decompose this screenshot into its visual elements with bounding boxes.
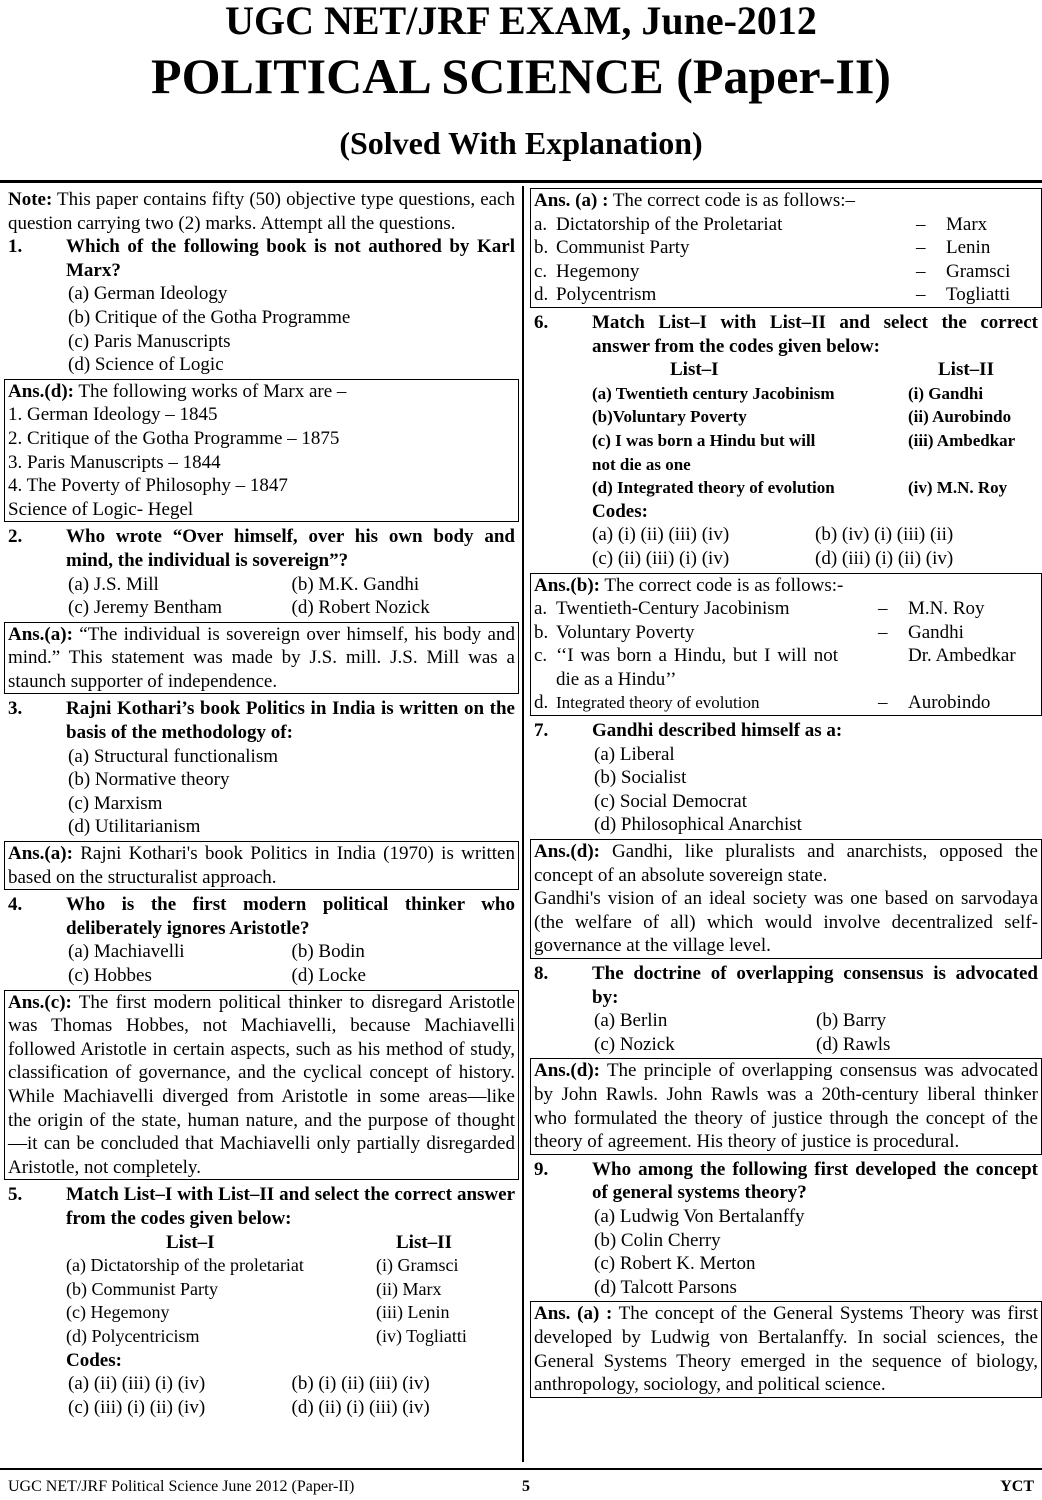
question-4 bbox=[8, 893, 515, 940]
header-rule bbox=[0, 180, 1042, 183]
answer-box-5 bbox=[530, 188, 1042, 308]
question-1 bbox=[8, 235, 515, 282]
answer-label: Ans.(d): bbox=[8, 380, 74, 402]
row-dash: – bbox=[916, 260, 926, 282]
code-option: (d) (iii) (i) (ii) (iv) bbox=[815, 547, 954, 569]
option: (c) Nozick bbox=[594, 1033, 675, 1055]
option: (a) Machiavelli bbox=[68, 941, 185, 963]
right-column bbox=[534, 188, 1038, 1401]
answer-row bbox=[534, 644, 1038, 691]
answer-label: Ans. (a) : bbox=[534, 190, 609, 211]
answer-text: The principle of overlapping consensus was advocated by John Rawls. John Rawls was a 20th-century liberal thinker who formulated the theory of justice through the concept of the theory of agreement. His theory of justice is procedural. bbox=[534, 1060, 1038, 1153]
answer-box-1 bbox=[4, 379, 519, 523]
list2-item: (iv) M.N. Roy bbox=[908, 478, 1008, 498]
question-3 bbox=[8, 697, 515, 744]
option: (a) Liberal bbox=[594, 743, 675, 765]
question-text: Rajni Kothari’s book Politics in India is written on the basis of the methodology of: bbox=[66, 698, 515, 744]
option: (b) Normative theory bbox=[68, 769, 230, 791]
list2-header: List–II bbox=[396, 1231, 452, 1253]
row-value: Gandhi bbox=[908, 621, 964, 643]
option: (a) Ludwig Von Bertalanffy bbox=[594, 1205, 805, 1227]
list2-header: List–II bbox=[938, 359, 994, 381]
option: (d) Talcott Parsons bbox=[594, 1276, 737, 1298]
row-value: Lenin bbox=[946, 237, 991, 259]
row-dash: – bbox=[916, 284, 926, 306]
question-text: Gandhi described himself as a: bbox=[592, 720, 843, 742]
row-dash: – bbox=[878, 692, 888, 714]
code-option: (d) (ii) (i) (iii) (iv) bbox=[291, 1396, 430, 1418]
row-item: Integrated theory of evolution bbox=[556, 693, 760, 713]
code-option: (a) (i) (ii) (iii) (iv) bbox=[592, 524, 730, 546]
answer-box-7 bbox=[530, 839, 1042, 959]
list1-item: (b) Communist Party bbox=[66, 1278, 218, 1299]
question-number: 2. bbox=[8, 526, 23, 548]
answer-row bbox=[534, 621, 1038, 645]
list1-header: List–I bbox=[166, 1231, 215, 1253]
subtitle: (Solved With Explanation) bbox=[339, 125, 703, 161]
code-option: (b) (iv) (i) (iii) (ii) bbox=[815, 524, 954, 546]
option-row bbox=[8, 940, 515, 964]
row-item: Polycentrism bbox=[556, 284, 657, 306]
option: (a) J.S. Mill bbox=[68, 573, 159, 595]
answer-box-9 bbox=[530, 1301, 1042, 1397]
row-dash: – bbox=[878, 621, 888, 643]
answer-text: The correct code is as follows:– bbox=[608, 190, 855, 211]
answer-line: Science of Logic- Hegel bbox=[8, 498, 194, 520]
answer-row bbox=[534, 691, 1038, 715]
option: (c) Social Democrat bbox=[594, 790, 747, 812]
code-row bbox=[8, 1396, 515, 1420]
answer-label: Ans.(d): bbox=[534, 1060, 600, 1082]
option: (b) Barry bbox=[816, 1010, 887, 1032]
list2-item: (i) Gandhi bbox=[908, 383, 984, 403]
list1-item: (a) Dictatorship of the proletariat bbox=[66, 1255, 304, 1276]
row-value: M.N. Roy bbox=[908, 598, 985, 620]
row-dash: – bbox=[916, 237, 926, 259]
option: (b) Socialist bbox=[594, 767, 687, 789]
option-row bbox=[534, 1033, 1038, 1057]
question-text: Match List–I with List–II and select the correct answer from the codes given below: bbox=[66, 1184, 515, 1229]
row-key: b. bbox=[534, 621, 549, 643]
match-row bbox=[534, 405, 1038, 429]
page-number: 5 bbox=[522, 1478, 530, 1495]
row-value: Marx bbox=[946, 213, 988, 235]
row-key: c. bbox=[534, 645, 548, 667]
answer-text: The following works of Marx are – bbox=[73, 380, 347, 402]
option-row bbox=[534, 1009, 1038, 1033]
option-row bbox=[8, 596, 515, 620]
footer-left: UGC NET/JRF Political Science June 2012 (Paper-II) bbox=[8, 1478, 355, 1495]
question-text: Who wrote “Over himself, over his own body and mind, the individual is sovereign”? bbox=[66, 526, 515, 571]
row-item: Hegemony bbox=[556, 260, 640, 282]
code-option: (c) (ii) (iii) (i) (iv) bbox=[592, 547, 730, 569]
question-number: 4. bbox=[8, 894, 23, 916]
answer-row bbox=[534, 597, 1038, 621]
answer-line: 1. German Ideology – 1845 bbox=[8, 404, 218, 426]
option: (b) Critique of the Gotha Programme bbox=[68, 306, 351, 328]
note bbox=[8, 188, 515, 235]
footer-right: YCT bbox=[1000, 1478, 1034, 1495]
row-key: a. bbox=[534, 213, 548, 235]
row-item: Communist Party bbox=[556, 237, 690, 259]
match-row bbox=[8, 1254, 515, 1278]
option: (a) Structural functionalism bbox=[68, 745, 278, 767]
answer-row bbox=[534, 213, 1038, 237]
answer-text: The concept of the General Systems Theory was first developed by Ludwig von Bertalanffy. In social sciences, the General Systems Theory emerged in the sequence of biology, anthropology, sociology, and political science. bbox=[534, 1303, 1039, 1396]
code-row bbox=[534, 547, 1038, 571]
question-text: Match List–I with List–II and select the correct answer from the codes given below: bbox=[592, 311, 1038, 357]
row-key: d. bbox=[534, 692, 549, 714]
row-value: Aurobindo bbox=[908, 692, 991, 714]
option: (a) German Ideology bbox=[68, 283, 228, 305]
row-key: b. bbox=[534, 237, 549, 259]
list1-item: (a) Twentieth century Jacobinism bbox=[592, 383, 835, 403]
code-row bbox=[534, 523, 1038, 547]
list1-item: (c) Hegemony bbox=[66, 1302, 170, 1323]
row-dash bbox=[878, 644, 908, 691]
answer-row bbox=[534, 236, 1038, 260]
answer-line: 3. Paris Manuscripts – 1844 bbox=[8, 451, 221, 473]
question-8 bbox=[534, 962, 1038, 1009]
answer-label: Ans. (a) : bbox=[534, 1303, 613, 1325]
match-row bbox=[8, 1278, 515, 1302]
answer-label: Ans.(a): bbox=[8, 623, 73, 645]
answer-label: Ans.(b): bbox=[534, 574, 600, 596]
paper-title: POLITICAL SCIENCE (Paper-II) bbox=[151, 48, 891, 104]
answer-text: The correct code is as follows:- bbox=[599, 574, 844, 596]
list2-item: (i) Gramsci bbox=[376, 1255, 459, 1276]
question-2 bbox=[8, 525, 515, 572]
answer-box-4 bbox=[4, 990, 519, 1181]
answer-label: Ans.(c): bbox=[8, 991, 72, 1013]
list-headers bbox=[8, 1231, 515, 1255]
note-text: This paper contains fifty (50) objective type questions, each question carrying two (2) marks. Attempt all the questions. bbox=[8, 189, 515, 234]
list2-item: (ii) Marx bbox=[376, 1278, 442, 1299]
row-value: Gramsci bbox=[946, 260, 1011, 282]
answer-label: Ans.(d): bbox=[534, 841, 600, 863]
option: (d) Science of Logic bbox=[68, 354, 224, 376]
question-5 bbox=[8, 1183, 515, 1230]
list1-item: (d) Integrated theory of evolution bbox=[592, 478, 835, 498]
question-6 bbox=[534, 311, 1038, 358]
list-headers bbox=[534, 358, 1038, 382]
row-key: c. bbox=[534, 260, 548, 282]
option: (b) Colin Cherry bbox=[594, 1229, 721, 1251]
match-row bbox=[534, 429, 1038, 476]
question-text: The doctrine of overlapping consensus is advocated by: bbox=[592, 963, 1038, 1008]
question-9 bbox=[534, 1158, 1038, 1205]
question-text: Which of the following book is not authored by Karl Marx? bbox=[66, 236, 515, 281]
answer-box-6 bbox=[530, 573, 1042, 717]
match-row bbox=[8, 1325, 515, 1349]
answer-label: Ans.(a): bbox=[8, 843, 73, 865]
list2-item: (ii) Aurobindo bbox=[908, 407, 1012, 427]
row-item: Voluntary Poverty bbox=[556, 621, 695, 643]
code-option: (a) (ii) (iii) (i) (iv) bbox=[68, 1373, 206, 1395]
question-7 bbox=[534, 719, 1038, 743]
question-number: 1. bbox=[8, 236, 23, 258]
option: (c) Hobbes bbox=[68, 965, 152, 986]
row-dash: – bbox=[878, 598, 888, 620]
question-number: 3. bbox=[8, 698, 23, 720]
option: (c) Robert K. Merton bbox=[594, 1253, 756, 1275]
footer-rule bbox=[0, 1468, 1042, 1470]
answer-row bbox=[534, 260, 1038, 284]
option: (a) Berlin bbox=[594, 1010, 668, 1032]
question-number: 6. bbox=[534, 311, 549, 333]
row-dash: – bbox=[916, 213, 926, 235]
question-text: Who among the following first developed the concept of general systems theory? bbox=[592, 1158, 1038, 1204]
question-number: 5. bbox=[8, 1184, 23, 1206]
answer-text-continued: Gandhi's vision of an ideal society was one based on sarvodaya (the welfare of all) which would involve decentralized self-governance at the village level. bbox=[534, 888, 1038, 957]
answer-text: Gandhi, like pluralists and anarchists, opposed the concept of an absolute sovereign state. bbox=[534, 841, 1038, 886]
option: (d) Robert Nozick bbox=[291, 597, 430, 619]
question-number: 7. bbox=[534, 720, 549, 742]
match-row bbox=[534, 382, 1038, 406]
match-row bbox=[8, 1301, 515, 1325]
exam-title: UGC NET/JRF EXAM, June-2012 bbox=[225, 0, 817, 43]
column-divider bbox=[522, 186, 524, 1462]
list1-header: List–I bbox=[670, 359, 719, 381]
option: (c) Paris Manuscripts bbox=[68, 330, 231, 352]
row-item: Dictatorship of the Proletariat bbox=[556, 213, 783, 235]
row-item: Twentieth-Century Jacobinism bbox=[556, 598, 790, 620]
list2-item: (iv) Togliatti bbox=[376, 1325, 467, 1346]
left-column bbox=[8, 188, 515, 1419]
answer-text: Rajni Kothari's book Politics in India (1970) is written based on the structuralist approach. bbox=[8, 843, 515, 888]
question-number: 8. bbox=[534, 963, 549, 984]
list1-item: (d) Polycentricism bbox=[66, 1325, 200, 1346]
answer-box-3 bbox=[4, 841, 519, 890]
list2-item: (iii) Ambedkar bbox=[908, 430, 1016, 450]
code-option: (c) (iii) (i) (ii) (iv) bbox=[68, 1396, 206, 1418]
answer-text: The first modern political thinker to disregard Aristotle was Thomas Hobbes, not Machiavelli, because Machiavelli followed Aristotle in certain aspects, such as his method of study, classification of governance, and the cyclical concept of history. While Machiavelli diverged from Aristotle in some areas—like the origin of the state, human nature, and the purpose of thought—it can be concluded that Machiavelli only partially disregarded Aristotle, not completely. bbox=[8, 991, 515, 1178]
option: (d) Utilitarianism bbox=[68, 816, 201, 838]
row-value: Dr. Ambedkar bbox=[908, 645, 1016, 667]
list2-item: (iii) Lenin bbox=[376, 1302, 450, 1323]
answer-box-2 bbox=[4, 622, 519, 695]
match-row bbox=[534, 476, 1038, 500]
codes-label: Codes: bbox=[66, 1349, 122, 1371]
option: (b) Bodin bbox=[291, 941, 365, 963]
option: (d) Rawls bbox=[816, 1033, 891, 1055]
question-number: 9. bbox=[534, 1158, 549, 1180]
option-row bbox=[8, 573, 515, 597]
question-text: Who is the first modern political thinker who deliberately ignores Aristotle? bbox=[66, 894, 515, 939]
row-key: a. bbox=[534, 598, 548, 620]
option: (c) Jeremy Bentham bbox=[68, 597, 223, 619]
note-label: Note: bbox=[8, 189, 53, 210]
list1-item: (c) I was born a Hindu but will not die as one bbox=[592, 430, 816, 474]
row-item: ‘‘I was born a Hindu, but I will not die as a Hindu’’ bbox=[556, 645, 838, 690]
option: (c) Marxism bbox=[68, 792, 163, 814]
list1-item: (b)Voluntary Poverty bbox=[592, 407, 747, 427]
option: (d) Philosophical Anarchist bbox=[594, 814, 802, 836]
row-value: Togliatti bbox=[946, 284, 1011, 306]
code-row bbox=[8, 1372, 515, 1396]
row-key: d. bbox=[534, 284, 549, 306]
option: (b) M.K. Gandhi bbox=[291, 573, 420, 595]
answer-line: 4. The Poverty of Philosophy – 1847 bbox=[8, 475, 288, 497]
answer-box-8 bbox=[530, 1058, 1042, 1154]
option-row bbox=[8, 964, 515, 988]
code-option: (b) (i) (ii) (iii) (iv) bbox=[291, 1373, 430, 1395]
answer-row bbox=[534, 283, 1038, 307]
option: (d) Locke bbox=[291, 965, 366, 986]
codes-label: Codes: bbox=[592, 500, 648, 522]
answer-text: “The individual is sovereign over himself, his body and mind.” This statement was made by J.S. mill. J.S. Mill was a staunch supporter of independence. bbox=[8, 623, 515, 692]
answer-line: 2. Critique of the Gotha Programme – 1875 bbox=[8, 427, 340, 449]
